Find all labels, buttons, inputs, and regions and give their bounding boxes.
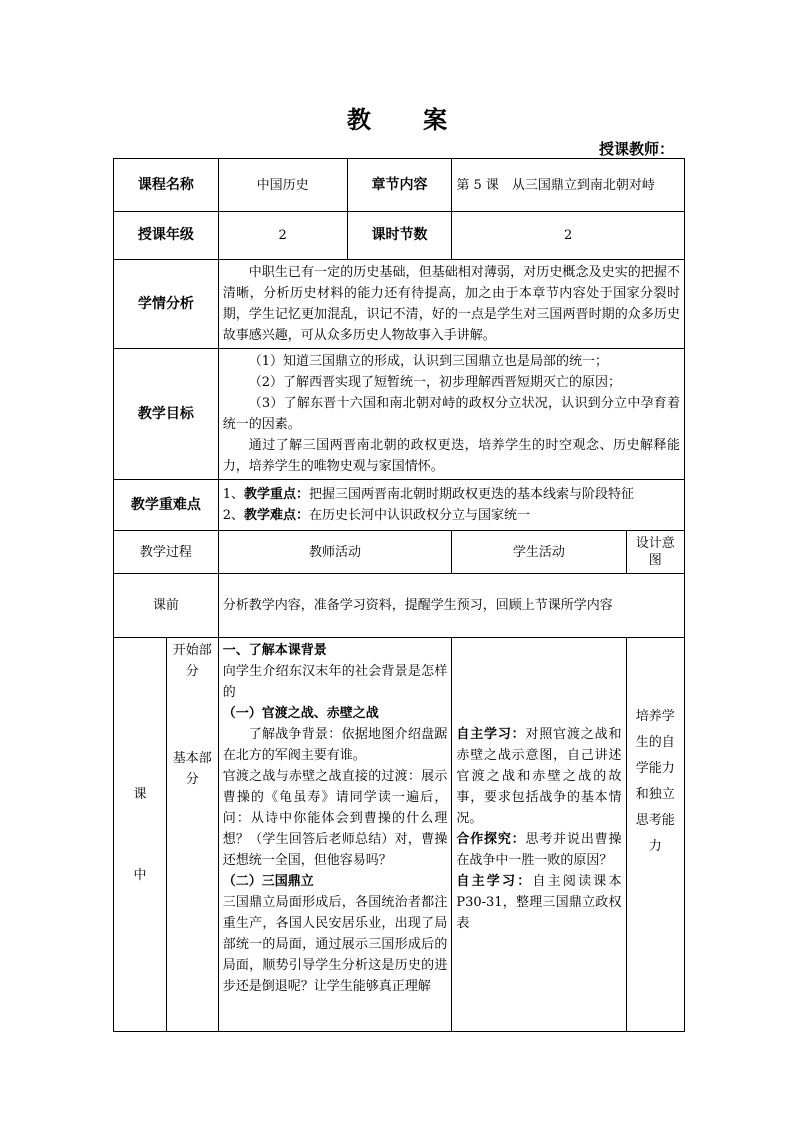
teacher-heading-2: （一）官渡之战、赤壁之战 [222, 706, 379, 721]
lesson-plan-table [113, 158, 685, 1032]
teacher-para-1: 向学生介绍东汉末年的社会背景是怎样的 [222, 664, 448, 700]
key-text: 把握三国两晋南北朝时期政权更迭的基本线索与阶段特征 [309, 487, 635, 502]
goal-item: （2）了解西晋实现了短暂统一，初步理解西晋短期灭亡的原因； [248, 375, 621, 390]
diff-prefix: 2、 [222, 508, 244, 523]
student-label-2: 合作探究： [456, 832, 526, 847]
teacher-activity-cell [218, 638, 452, 1032]
sub-start: 开始部分 [172, 643, 212, 679]
student-activity-header: 学生活动 [452, 531, 626, 574]
hours-label: 课时节数 [347, 212, 452, 260]
hours-value: 2 [452, 212, 685, 260]
teacher-heading-1: 一、了解本课背景 [222, 643, 327, 658]
design-header: 设计意图 [626, 531, 684, 574]
key-prefix: 1、 [222, 487, 244, 502]
student-label-1: 自主学习： [456, 727, 526, 742]
table-row [114, 480, 685, 531]
teacher-para-2: 了解战争背景：依据地图介绍盘踞在北方的军阀主要有谁。 [222, 727, 448, 763]
design-cell [626, 638, 684, 1032]
student-activity-cell [452, 638, 626, 1032]
table-row [114, 638, 685, 1032]
in-class-label-top: 课 [133, 786, 147, 802]
teacher-para-3: 官渡之战与赤壁之战直接的过渡：展示曹操的《龟虽寿》请同学读一遍后，问：从诗中你能体会到曹操的什么理想？（学生回答后老师总结）对，曹操还想统一全国，但他容易吗？ [222, 769, 448, 868]
chapter-value: 第 5 课 从三国鼎立到南北朝对峙 [452, 159, 685, 212]
table-row [114, 159, 685, 212]
diff-label: 教学难点： [243, 508, 309, 523]
teacher-para-4: 三国鼎立局面形成后，各国统治者都注重生产，各国人民安居乐业，出现了局部统一的局面，通过展示三国形成后的局面，顺势引导学生分析这是历史的进步还是倒退呢？让学生能够真正理解 [222, 895, 448, 994]
course-name-value: 中国历史 [218, 159, 347, 212]
student-label-3: 自主学习： [456, 874, 533, 889]
table-row [114, 574, 685, 638]
pre-class-text: 分析教学内容，准备学习资料，提醒学生预习，回顾上节课所学内容 [218, 574, 684, 638]
keypoints-label: 教学重难点 [114, 480, 219, 531]
chapter-label: 章节内容 [347, 159, 452, 212]
student-text-2: 思考并说出曹操在战争中一胜一败的原因？ [456, 832, 622, 868]
student-text-1: 对照官渡之战和赤壁之战示意图，自己讲述官渡之战和赤壁之战的故事，要求包括战争的基本情况。 [456, 727, 622, 826]
analysis-text: 中职生已有一定的历史基础，但基础相对薄弱，对历史概念及史实的把握不清晰，分析历史材料的能力还有待提高，加之由于本章节内容处于国家分裂时期，学生记忆更加混乱，识记不清，好的一点是学生对三国两晋时期的众多历史故事感兴趣，可从众多历史人物故事入手讲解。 [218, 260, 684, 349]
design-text: 培养学生的自学能力和独立思考能力 [635, 709, 675, 854]
teacher-heading-3: （二）三国鼎立 [222, 874, 314, 889]
pre-class-label: 课前 [114, 574, 219, 638]
diff-text: 在历史长河中认识政权分立与国家统一 [309, 508, 531, 523]
grade-label: 授课年级 [114, 212, 219, 260]
goals-text [218, 349, 684, 480]
in-class-label-bottom: 中 [133, 867, 147, 883]
teacher-activity-header: 教师活动 [218, 531, 452, 574]
teacher-label: 授课教师： [598, 140, 674, 158]
course-name-label: 课程名称 [114, 159, 219, 212]
sub-basic: 基本部分 [172, 751, 212, 787]
goal-item: （1）知道三国鼎立的形成，认识到三国鼎立也是局部的统一； [248, 354, 608, 369]
table-row [114, 349, 685, 480]
keypoints-text [218, 480, 684, 531]
table-row [114, 531, 685, 574]
sub-phase-cell [166, 638, 218, 1032]
analysis-label: 学情分析 [114, 260, 219, 349]
goal-item: （3）了解东晋十六国和南北朝对峙的政权分立状况，认识到分立中孕育着统一的因素。 [222, 396, 680, 432]
goals-label: 教学目标 [114, 349, 219, 480]
student-text-3: 自主阅读课本P30-31，整理三国鼎立政权表 [456, 874, 622, 931]
table-row [114, 212, 685, 260]
table-row [114, 260, 685, 349]
goal-item: 通过了解三国两晋南北朝的政权更迭，培养学生的时空观念、历史解释能力，培养学生的唯物史观与家国情怀。 [222, 438, 680, 474]
document-title: 教 案 [346, 105, 470, 134]
key-label: 教学重点： [243, 487, 309, 502]
in-class-label [114, 638, 167, 1032]
process-header: 教学过程 [114, 531, 219, 574]
grade-value: 2 [218, 212, 347, 260]
